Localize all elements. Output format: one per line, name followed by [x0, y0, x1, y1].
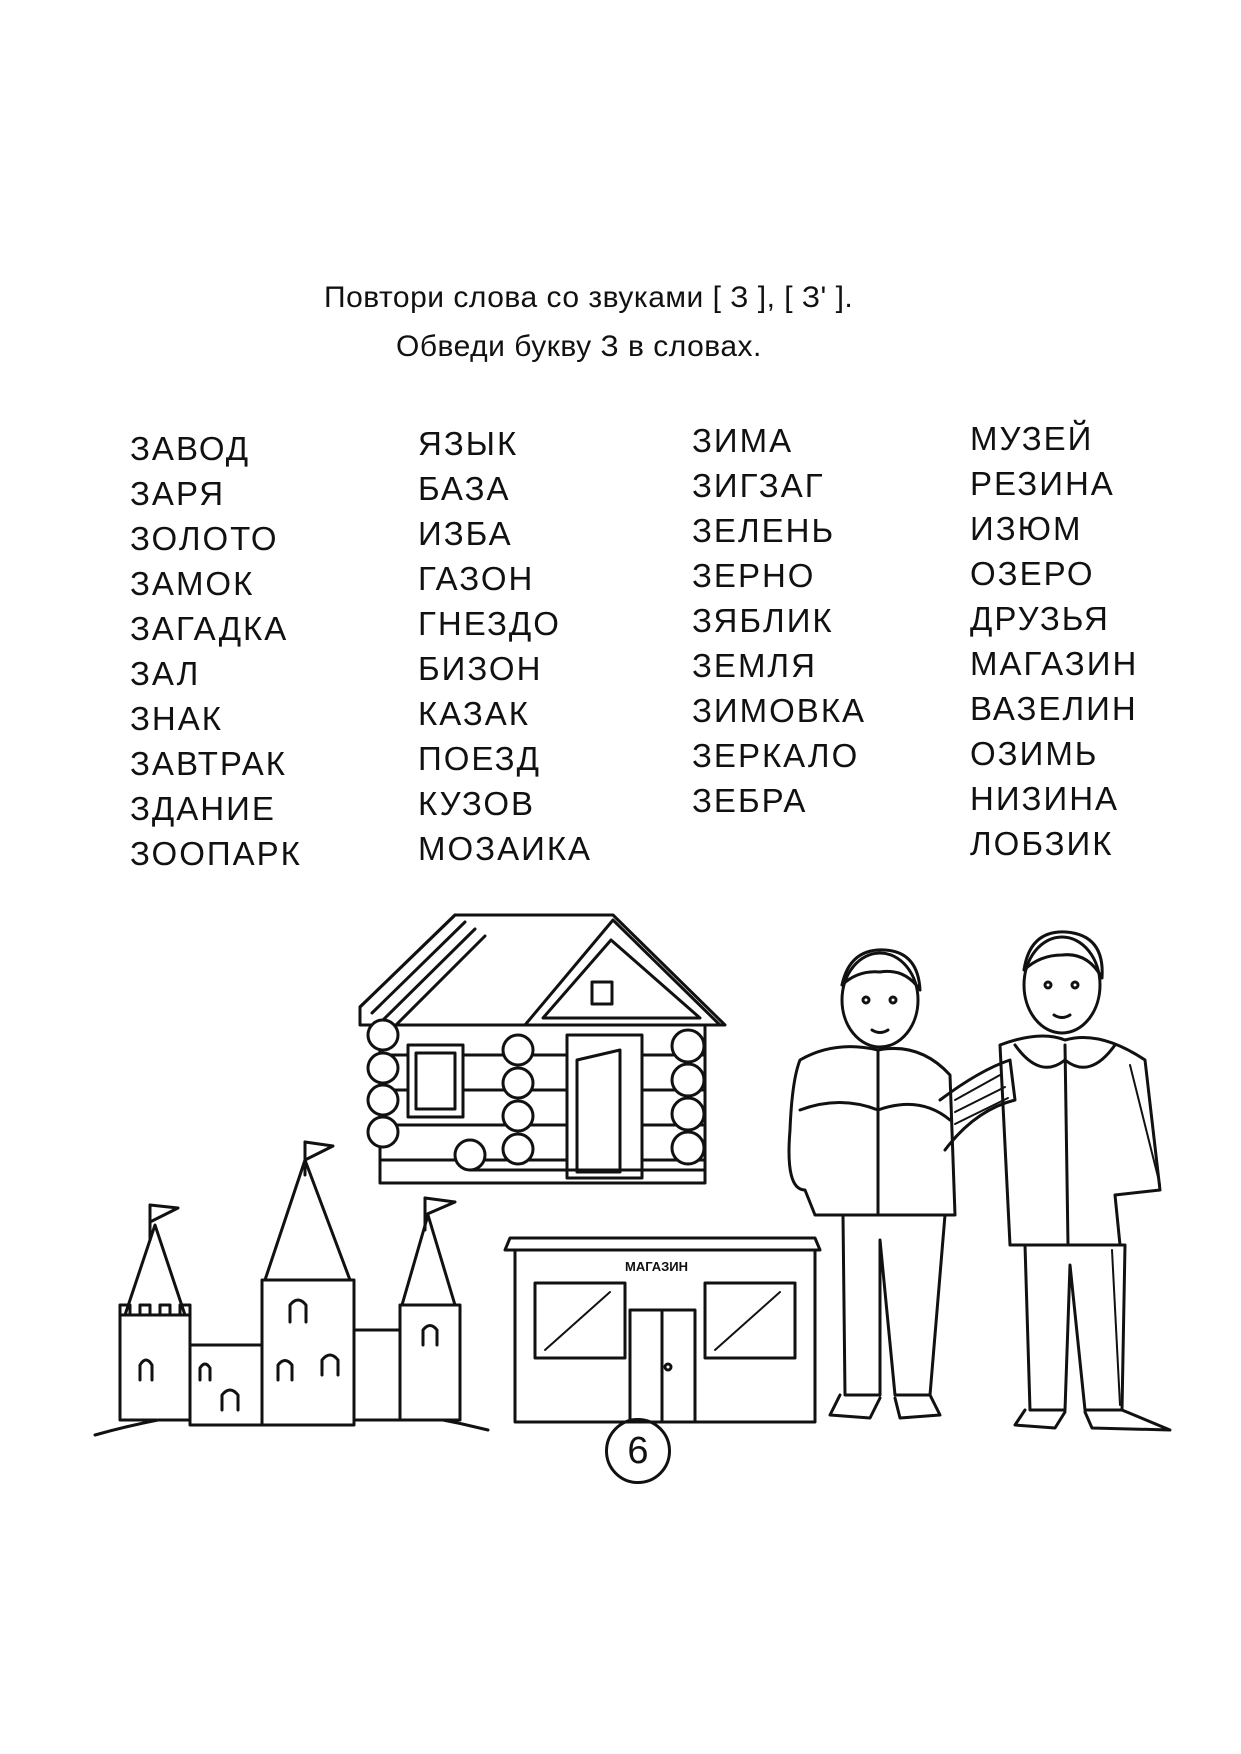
- word-item: ЗЕМЛЯ: [692, 647, 817, 684]
- word-item: ЗАЛ: [130, 655, 201, 692]
- word-item: НИЗИНА: [970, 780, 1120, 817]
- word-item: ЗИГЗАГ: [692, 467, 825, 504]
- shop-sign-text: МАГАЗИН: [625, 1259, 689, 1274]
- word-item: ЗООПАРК: [130, 835, 302, 872]
- word-item: ИЗБА: [418, 515, 513, 552]
- word-item: ЗАМОК: [130, 565, 255, 602]
- word-item: ЗЕРНО: [692, 557, 816, 594]
- castle-illustration: [95, 1142, 488, 1435]
- word-item: ЗНАК: [130, 700, 223, 737]
- word-item: ЗАРЯ: [130, 475, 226, 512]
- word-item: КУЗОВ: [418, 785, 536, 822]
- word-item: ЗАВТРАК: [130, 745, 287, 782]
- word-item: МУЗЕЙ: [970, 420, 1094, 457]
- word-item: ЛОБЗИК: [970, 825, 1114, 862]
- word-item: БИЗОН: [418, 650, 543, 687]
- word-item: ДРУЗЬЯ: [970, 600, 1110, 637]
- word-item: ЗЕРКАЛО: [692, 737, 860, 774]
- word-item: ПОЕЗД: [418, 740, 541, 777]
- word-item: ГАЗОН: [418, 560, 535, 597]
- instruction-line-1: Повтори слова со звуками [ З ], [ З' ].: [324, 281, 854, 314]
- word-item: ЗЯБЛИК: [692, 602, 834, 639]
- instruction-line-2: Обведи букву З в словах.: [396, 330, 762, 363]
- word-item: МАГАЗИН: [970, 645, 1139, 682]
- word-item: РЕЗИНА: [970, 465, 1115, 502]
- word-item: ИЗЮМ: [970, 510, 1083, 547]
- log-house-illustration: [360, 915, 725, 1183]
- word-item: ЗАВОД: [130, 430, 251, 467]
- word-item: БАЗА: [418, 470, 511, 507]
- word-item: МОЗАИКА: [418, 830, 593, 867]
- word-item: ЗЕБРА: [692, 782, 808, 819]
- shop-illustration: [505, 1238, 820, 1422]
- page-number: 6: [605, 1418, 671, 1484]
- word-item: ЗОЛОТО: [130, 520, 279, 557]
- word-item: КАЗАК: [418, 695, 531, 732]
- word-item: ЗЕЛЕНЬ: [692, 512, 836, 549]
- word-item: ГНЕЗДО: [418, 605, 561, 642]
- word-item: ОЗИМЬ: [970, 735, 1099, 772]
- word-item: ЗАГАДКА: [130, 610, 289, 647]
- word-item: ЗДАНИЕ: [130, 790, 276, 827]
- word-item: ОЗЕРО: [970, 555, 1095, 592]
- word-item: ЯЗЫК: [418, 425, 519, 462]
- word-item: ЗИМА: [692, 422, 794, 459]
- boy-right-illustration: [940, 932, 1170, 1430]
- word-item: ЗИМОВКА: [692, 692, 867, 729]
- word-item: ВАЗЕЛИН: [970, 690, 1138, 727]
